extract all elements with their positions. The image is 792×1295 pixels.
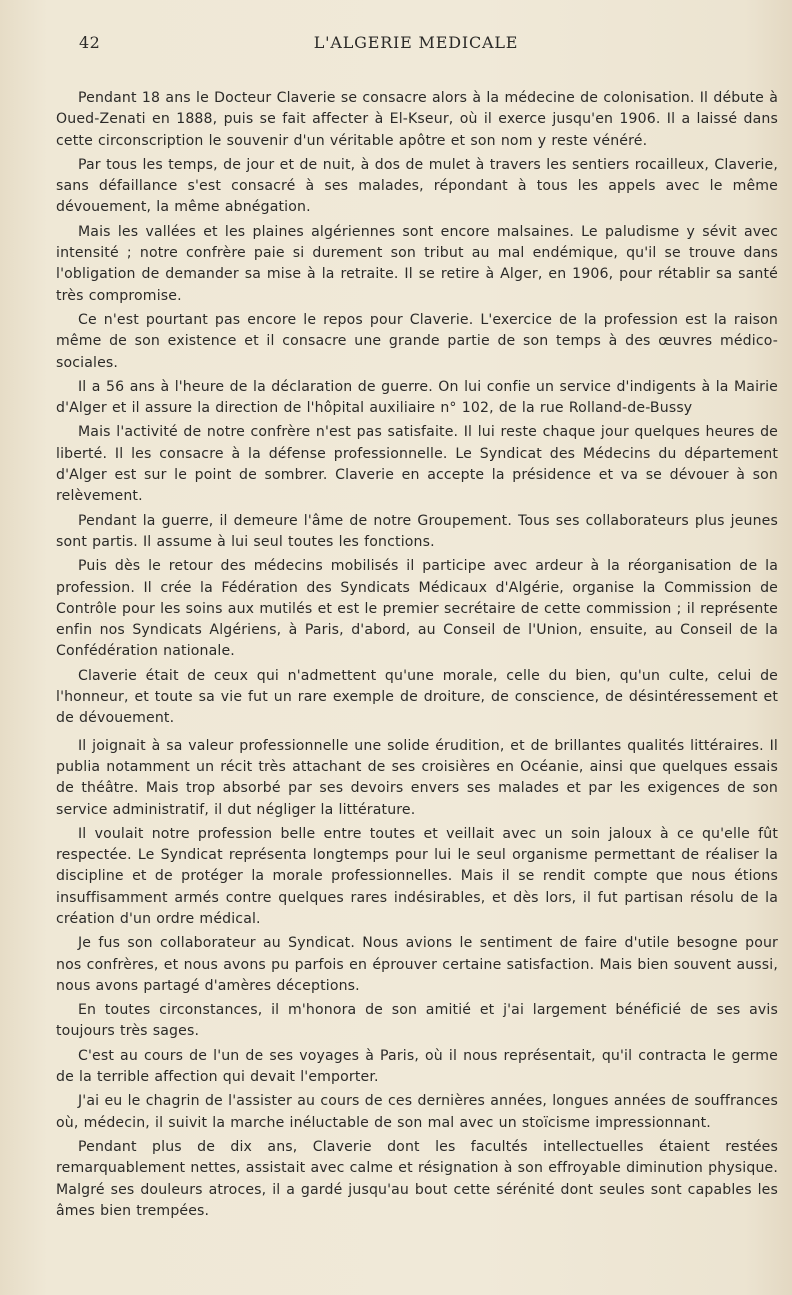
- paragraph: Je fus son collaborateur au Syndicat. Nous avions le sentiment de faire d'utile besogne pour nos confrères, et nous avons pu parfois en éprouver certaine satisfaction. Mais bien souvent aussi, nous avons partagé d'amères déceptions.: [56, 935, 778, 994]
- paragraph: Il a 56 ans à l'heure de la déclaration de guerre. On lui confie un service d'indigents à la Mairie d'Alger et il assure la direction de l'hôpital auxiliaire n° 102, de la rue Rolland-de-Bussy: [56, 378, 778, 417]
- paragraph: Claverie était de ceux qui n'admettent qu'une morale, celle du bien, qu'un culte, celui de l'honneur, et toute sa vie fut un rare exemple de droiture, de conscience, de désintéressement et de dévouement.: [56, 667, 778, 727]
- paragraph: Ce n'est pourtant pas encore le repos pour Claverie. L'exercice de la profession est la raison même de son existence et il consacre une grande partie de son temps à des œuvres médico-sociales.: [56, 311, 778, 371]
- paragraph: Pendant 18 ans le Docteur Claverie se consacre alors à la médecine de colonisation. Il débute à Oued-Zenati en 1888, puis se fait affecter à El-Kseur, où il exerce jusqu'en 1906. Il a laissé dans cette circonscription le souvenir d'un véritable apôtre et son nom y reste vénéré.: [56, 90, 778, 149]
- page-header: [0, 33, 792, 55]
- paragraph: Par tous les temps, de jour et de nuit, à dos de mulet à travers les sentiers rocailleux, Claverie, sans défaillance s'est consacré à ses malades, répondant à tous les appels avec le même dévouement, la même abnégation.: [56, 156, 778, 216]
- paragraph: En toutes circonstances, il m'honora de son amitié et j'ai largement bénéficié de ses avis toujours très sages.: [56, 1002, 778, 1040]
- running-title: L'ALGERIE MEDICALE: [313, 33, 519, 52]
- page-number: 42: [79, 33, 101, 52]
- paragraph: Mais l'activité de notre confrère n'est pas satisfaite. Il lui reste chaque jour quelques heures de liberté. Il les consacre à la défense professionnelle. Le Syndicat des Médecins du département d'Alger est sur le point de sombrer. Claverie en accepte la présidence et va se dévouer à son relèvement.: [56, 424, 778, 505]
- paragraph: Pendant plus de dix ans, Claverie dont les facultés intellectuelles étaient restées remarquablement nettes, assistait avec calme et résignation à son effroyable diminution physique. Malgré ses douleurs atroces, il a gardé jusqu'au bout cette sérénité dont seules sont capables les âmes bien trempées.: [56, 1138, 778, 1219]
- paragraph: Mais les vallées et les plaines algériennes sont encore malsaines. Le paludisme y sévit avec intensité ; notre confrère paie si durement son tribut au mal endémique, qu'il se trouve dans l'obligation de demander sa mise à la retraite. Il se retire à Alger, en 1906, pour rétablir sa santé très compromise.: [56, 223, 778, 304]
- paragraph: Puis dès le retour des médecins mobilisés il participe avec ardeur à la réorganisation de la profession. Il crée la Fédération des Syndicats Médicaux d'Algérie, organise la Commission de Contrôle pour les soins aux mutilés et est le premier secrétaire de cette commission ; il représente enfin nos Syndicats Algériens, à Paris, d'abord, au Conseil de l'Union, ensuite, au Conseil de la Confédération nationale.: [56, 558, 778, 660]
- paragraph: C'est au cours de l'un de ses voyages à Paris, où il nous représentait, qu'il contracta le germe de la terrible affection qui devait l'emporter.: [56, 1047, 778, 1086]
- article-body: [56, 88, 778, 1225]
- paragraph: Il voulait notre profession belle entre toutes et veillait avec un soin jaloux à ce qu'elle fût respectée. Le Syndicat représenta longtemps pour lui le seul organisme permettant de réaliser la discipline et de protéger la morale professionnelles. Mais il se rendit compte que nous étions insuffisamment armés contre quelques rares indésirables, et dès lors, il fut partisan résolu de la création d'un ordre médical.: [56, 825, 778, 927]
- paragraph: J'ai eu le chagrin de l'assister au cours de ces dernières années, longues années de souffrances où, médecin, il suivit la marche inéluctable de son mal avec un stoïcisme impressionnant.: [56, 1093, 778, 1131]
- paragraph: Il joignait à sa valeur professionnelle une solide érudition, et de brillantes qualités littéraires. Il publia notamment un récit très attachant de ses croisières en Océanie, ainsi que quelques essais de théâtre. Mais trop absorbé par ses devoirs envers ses malades et par les exigences de son service administratif, il dut négliger la littérature.: [56, 737, 778, 818]
- paragraph: Pendant la guerre, il demeure l'âme de notre Groupement. Tous ses collaborateurs plus jeunes sont partis. Il assume à lui seul toutes les fonctions.: [56, 512, 778, 550]
